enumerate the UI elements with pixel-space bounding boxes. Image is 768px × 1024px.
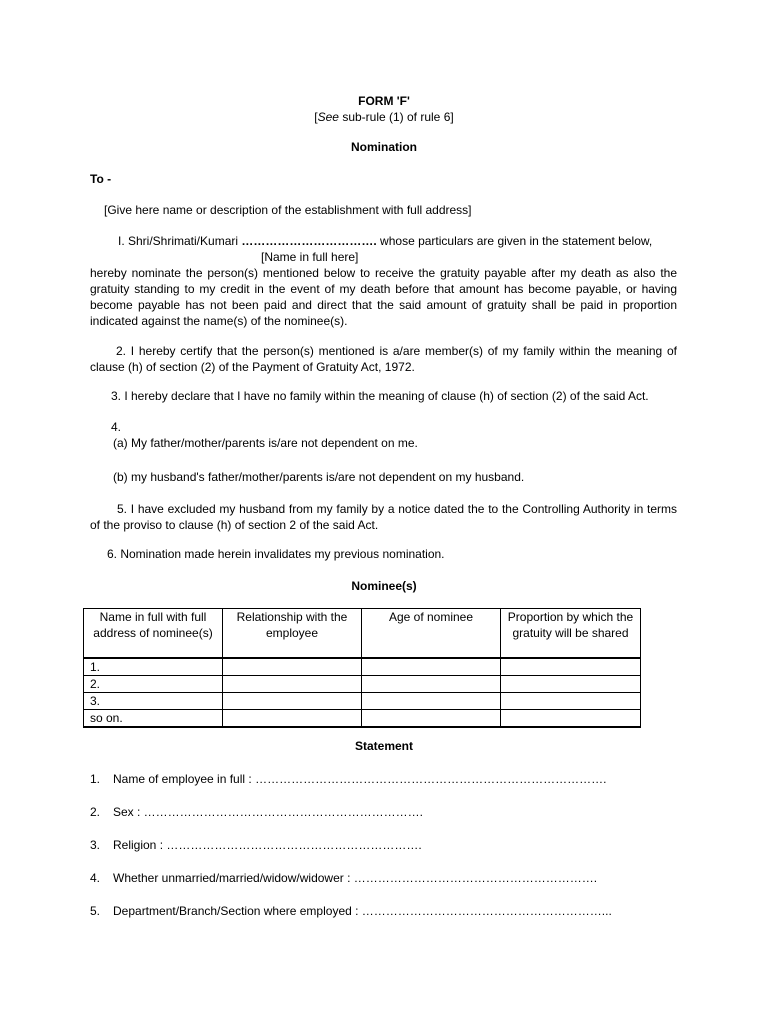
- rule-ref-see: See: [317, 110, 339, 124]
- para1-first-line: [118, 234, 652, 248]
- header-name: Name in full with full address of nominee(s): [84, 609, 223, 659]
- row-label: 3.: [84, 693, 223, 710]
- heading-nomination: Nomination: [351, 140, 417, 154]
- para4a: (a) My father/mother/parents is/are not dependent on me.: [113, 436, 418, 450]
- statement-num: 4.: [90, 871, 101, 885]
- table-row: [84, 676, 641, 693]
- para6: 6. Nomination made herein invalidates my previous nomination.: [107, 547, 445, 561]
- establishment-placeholder: [Give here name or description of the establishment with full address]: [104, 203, 472, 217]
- rule-reference: [See sub-rule (1) of rule 6]: [314, 110, 454, 124]
- row-label: 2.: [84, 676, 223, 693]
- statement-num: 1.: [90, 772, 101, 786]
- table-cell: [223, 658, 362, 676]
- para2: 2. I hereby certify that the person(s) mentioned is a/are member(s) of my family within the meaning of clause (h) of section (2) of the Payment of Gratuity Act, 1972.: [90, 344, 677, 374]
- name-hint: [Name in full here]: [261, 250, 359, 264]
- table-cell: [362, 658, 501, 676]
- para5: 5. I have excluded my husband from my family by a notice dated the to the Controlling Authority in terms of the proviso to clause (h) of section 2 of the said Act.: [90, 502, 677, 532]
- statement-text: Whether unmarried/married/widow/widower : …………………………………………………….: [113, 871, 598, 885]
- table-cell: [501, 658, 641, 676]
- para4-num: 4.: [111, 420, 122, 434]
- nominee-table: [83, 608, 641, 728]
- statement-item-name: [90, 772, 606, 786]
- statement-item-sex: [90, 805, 423, 819]
- table-row: [84, 693, 641, 710]
- table-cell: [362, 693, 501, 710]
- table-cell: [223, 693, 362, 710]
- table-cell: [501, 710, 641, 728]
- nominee-table-header-row: [84, 609, 641, 659]
- header-age: Age of nominee: [362, 609, 501, 659]
- table-cell: [223, 676, 362, 693]
- form-title: FORM 'F': [358, 94, 410, 108]
- row-label: so on.: [84, 710, 223, 728]
- header-proportion: Proportion by which the gratuity will be shared: [501, 609, 641, 659]
- table-row: [84, 710, 641, 728]
- para1-prefix: I. Shri/Shrimati/Kumari: [118, 234, 242, 248]
- rule-ref-rest: sub-rule (1) of rule 6]: [338, 110, 454, 124]
- statement-text: Name of employee in full : …………………………………………………………………………….: [113, 772, 607, 786]
- para1-dots: …………………………….: [241, 234, 377, 248]
- statement-text: Department/Branch/Section where employed : ……………………………………………………...: [113, 904, 612, 918]
- para3: 3. I hereby declare that I have no family within the meaning of clause (h) of section (2) of the said Act.: [111, 389, 649, 403]
- heading-nominees: Nominee(s): [351, 579, 417, 593]
- table-cell: [362, 676, 501, 693]
- statement-text: Sex : …………………………………………………………….: [113, 805, 424, 819]
- statement-num: 5.: [90, 904, 101, 918]
- header-relationship: Relationship with the employee: [223, 609, 362, 659]
- table-row: [84, 658, 641, 676]
- row-label: 1.: [84, 658, 223, 676]
- statement-num: 2.: [90, 805, 101, 819]
- para1-body: hereby nominate the person(s) mentioned below to receive the gratuity payable after my death as also the gratuity standing to my credit in the event of my death before that amount has become payable, or having become payable has not been paid and direct that the said amount of gratuity shall be paid in proportion indicated against the name(s) of the nominee(s).: [90, 266, 677, 328]
- para4b: (b) my husband's father/mother/parents is/are not dependent on my husband.: [113, 470, 525, 484]
- table-cell: [223, 710, 362, 728]
- table-cell: [501, 676, 641, 693]
- table-cell: [501, 693, 641, 710]
- statement-item-department: [90, 904, 612, 918]
- para1-suffix: whose particulars are given in the statement below,: [376, 234, 653, 248]
- table-cell: [362, 710, 501, 728]
- statement-item-religion: [90, 838, 422, 852]
- statement-item-marital: [90, 871, 597, 885]
- to-label: To -: [90, 172, 112, 186]
- heading-statement: Statement: [354, 739, 413, 753]
- statement-text: Religion : ……………………………………………………….: [113, 838, 422, 852]
- statement-num: 3.: [90, 838, 101, 852]
